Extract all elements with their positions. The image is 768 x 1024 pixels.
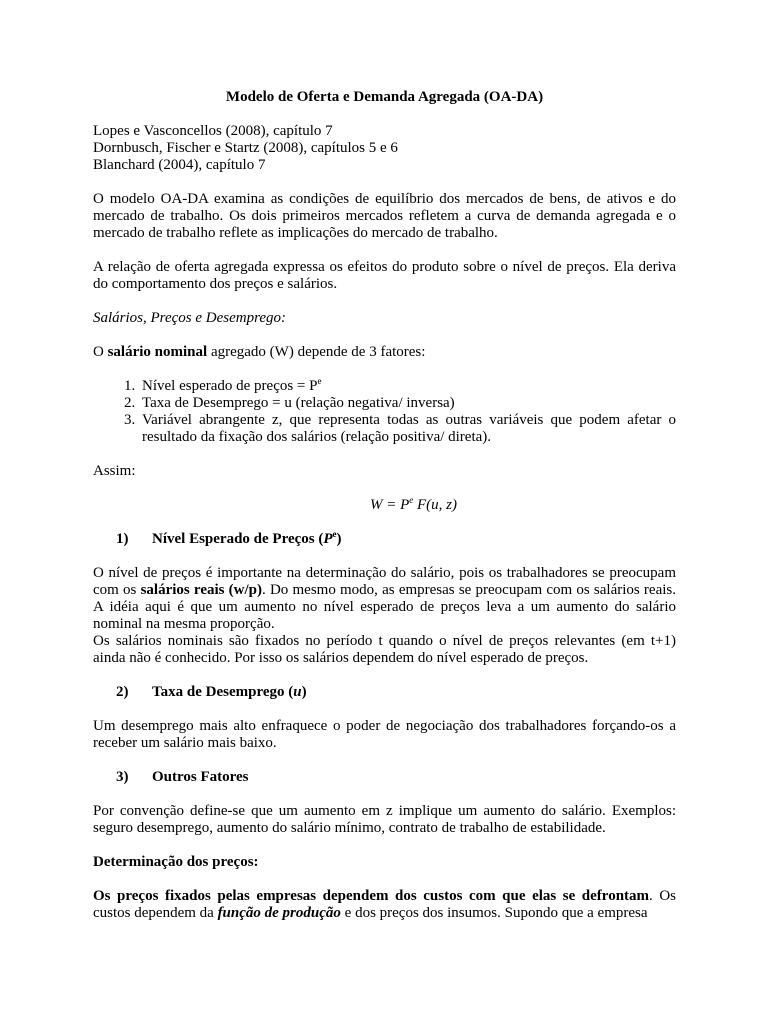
document-title: Modelo de Oferta e Demanda Agregada (OA-DA) <box>225 89 544 105</box>
paragraph-nivel-precos: O nível de preços é importante na determinação do salário, pois os trabalhadores se preocupam com os salários reais (w/p). Do mesmo modo, as empresas se preocupam com os salários reais. A idéia aqui é que um aumento no nível esperado de preços leva a um aumento do salário nominal na mesma proporção. <box>93 565 676 632</box>
paragraph-precos-fixados: Os preços fixados pelas empresas dependem dos custos com que elas se defrontam. Os custos dependem da função de produção e dos preços dos insumos. Supondo que a empresa <box>93 888 676 921</box>
bold-term: Os preços fixados pelas empresas dependem dos custos com que elas se defrontam <box>93 888 650 904</box>
list-item: 2. Taxa de Desemprego = u (relação negativa/ inversa) <box>139 395 676 412</box>
wage-formula: $W = P^e$ F(u, z) <box>369 495 458 513</box>
heading-determinacao-precos: Determinação dos preços: <box>93 854 259 870</box>
reference-line: Lopes e Vasconcellos (2008), capítulo 7 <box>93 123 333 139</box>
paragraph-salario: O salário nominal agregado (W) depende de 3 fatores: <box>93 344 426 360</box>
paragraph-convencao: Por convenção define-se que um aumento em z implique um aumento do salário. Exemplos: seguro desemprego, aumento do salário mínimo, contrato de trabalho de estabilidade. <box>93 803 676 836</box>
list-item: 3. Variável abrangente z, que representa todas as outras variáveis que podem afetar o resultado da fixação dos salários (relação positiva/ direta). <box>139 412 676 446</box>
document-body <box>93 89 676 922</box>
paragraph-intro: O modelo OA-DA examina as condições de equilíbrio dos mercados de bens, de ativos e do mercado de trabalho. Os dois primeiros mercados refletem a curva de demanda agregada e o mercado de trabalho reflete as implicações do mercado de trabalho. <box>93 191 676 241</box>
paragraph-salarios-nominais: Os salários nominais são fixados no período t quando o nível de preços relevantes (em t+1) ainda não é conhecido. Por isso os salários dependem do nível esperado de preços. <box>93 633 676 666</box>
factor-list <box>93 378 676 446</box>
list-item: 1. Nível esperado de preços = $P^e$ <box>139 378 676 395</box>
paragraph-oferta: A relação de oferta agregada expressa os efeitos do produto sobre o nível de preços. Ela deriva do comportamento dos preços e salários. <box>93 259 676 292</box>
heading-nivel-esperado: 1) Nível Esperado de Preços $(P^e)$ <box>116 529 342 547</box>
bold-term: salários reais (w/p) <box>140 582 263 598</box>
section-subtitle: Salários, Preços e Desemprego: <box>93 310 287 326</box>
reference-line: Blanchard (2004), capítulo 7 <box>93 157 266 173</box>
heading-outros-fatores: 3) Outros Fatores <box>116 769 249 785</box>
bold-term: salário nominal <box>107 344 208 360</box>
bold-italic-term: função de produção <box>217 905 341 921</box>
paragraph-desemprego: Um desemprego mais alto enfraquece o poder de negociação dos trabalhadores forçando-os a receber um salário mais baixo. <box>93 718 676 751</box>
references <box>93 123 676 174</box>
paragraph-assim: Assim: <box>93 463 136 479</box>
reference-line: Dornbusch, Fischer e Startz (2008), capítulos 5 e 6 <box>93 140 398 156</box>
heading-taxa-desemprego: 2) Taxa de Desemprego (u) <box>116 684 307 700</box>
